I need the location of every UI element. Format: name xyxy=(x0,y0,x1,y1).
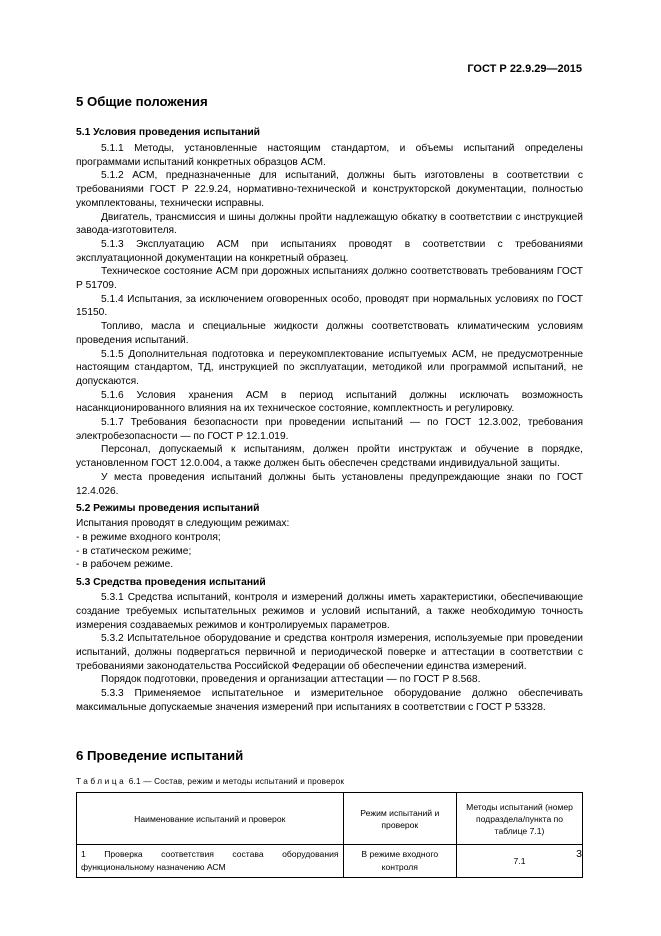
paragraph-5-1-4: 5.1.4 Испытания, за исключением оговоренных особо, проводят при нормальных условиях по ГОСТ 15150. xyxy=(76,293,583,319)
table-caption-label: Таблица xyxy=(76,777,127,787)
table-caption xyxy=(76,777,583,786)
list-item: - в статическом режиме; xyxy=(76,545,192,557)
tests-table xyxy=(76,792,583,878)
paragraph-5-3-1: 5.3.1 Средства испытаний, контроля и измерений должны иметь характеристики, обеспечивающие создание требуемых испытательных режимов и условий испытаний, а также необходимую точность измерения создаваемых режимов и контролируемых параметров. xyxy=(76,592,583,631)
table-cell-name: 1 Проверка соответствия состава оборудования функциональному назначению АСМ xyxy=(77,845,344,878)
paragraph-fuel-oils: Топливо, масла и специальные жидкости должны соответствовать климатическим условиям проведения испытаний. xyxy=(76,321,583,346)
list-item: - в рабочем режиме. xyxy=(76,559,174,571)
paragraph-engine-breakin: Двигатель, трансмиссия и шины должны пройти надлежащую обкатку в соответствии с инструкцией завода-изготовителя. xyxy=(76,211,583,237)
list-item: - в режиме входного контроля; xyxy=(76,531,221,543)
subsection-5-3-heading: 5.3 Средства проведения испытаний xyxy=(76,577,266,589)
table-header-row xyxy=(77,793,583,845)
subsection-5-1-heading: 5.1 Условия проведения испытаний xyxy=(76,127,261,138)
column-header-mode: Режим испытаний и проверок xyxy=(343,793,457,845)
table-cell-method: 7.1 xyxy=(457,845,583,878)
test-modes-intro: Испытания проводят в следующим режимах: xyxy=(76,518,290,530)
paragraph-5-1-3: 5.1.3 Эксплуатацию АСМ при испытаниях проводят в соответствии с требованиями эксплуатационной документации на конкретный образец. xyxy=(76,238,583,264)
paragraph-5-1-2: 5.1.2 АСМ, предназначенные для испытаний, должны быть изготовлены в соответствии с требованиями ГОСТ Р 22.9.24, нормативно-технической и конструкторской документации, полностью укомплектованы, технически исправны. xyxy=(76,170,583,209)
paragraph-5-3-3: 5.3.3 Применяемое испытательное и измерительное оборудование должно обеспечивать максимальные допускаемые значения измерений при испытаниях в соответствии с ГОСТ Р 53328. xyxy=(76,688,583,713)
section-6-heading: 6 Проведение испытаний xyxy=(76,748,244,764)
paragraph-5-1-7: 5.1.7 Требования безопасности при проведении испытаний — по ГОСТ 12.3.002, требования электробезопасности — по ГОСТ Р 12.1.019. xyxy=(76,417,583,442)
paragraph-5-1-5: 5.1.5 Дополнительная подготовка и переукомплектование испытуемых АСМ, не предусмотренные настоящим стандартом, ТД, инструкцией по эксплуатации, методикой или программой испытаний, не допускаются. xyxy=(76,348,583,387)
paragraph-5-1-6: 5.1.6 Условия хранения АСМ в период испытаний должны исключать возможность насанкционированного влияния на их техническое состояние, комплектность и регулировку. xyxy=(76,389,583,415)
paragraph-warning-signs: У места проведения испытаний должны быть установлены предупреждающие знаки по ГОСТ 12.4.026. xyxy=(76,471,583,497)
page-number: 3 xyxy=(576,848,582,860)
column-header-name: Наименование испытаний и проверок xyxy=(77,793,344,845)
paragraph-5-3-2: 5.3.2 Испытательное оборудование и средства контроля измерения, используемые при проведении испытаний, должны подвергаться первичной и периодической поверке и аттестации в соответствии с требованиями законодательства Российской Федерации об обеспечении единства измерений. xyxy=(76,633,583,672)
test-modes-list xyxy=(76,517,583,572)
paragraph-personnel: Персонал, допускаемый к испытаниям, должен пройти инструктаж и обучение в порядке, установленном ГОСТ 12.0.004, а также должен быть обеспечен средствами индивидуальной защиты. xyxy=(76,444,583,470)
page-content xyxy=(76,94,583,878)
table-caption-text: 6.1 — Состав, режим и методы испытаний и проверок xyxy=(128,777,345,787)
section-5-heading: 5 Общие положения xyxy=(76,94,208,109)
table-cell-mode: В режиме входного контроля xyxy=(343,845,457,878)
subsection-5-2-heading: 5.2 Режимы проведения испытаний xyxy=(76,503,260,515)
column-header-methods: Методы испытаний (номер подраздела/пункта по таблице 7.1) xyxy=(457,793,583,845)
table-row xyxy=(77,845,583,878)
paragraph-technical-state: Техническое состояние АСМ при дорожных испытаниях должно соответствовать требованиям ГОСТ Р 51709. xyxy=(76,266,583,292)
document-id: ГОСТ Р 22.9.29—2015 xyxy=(467,63,582,75)
paragraph-attestation: Порядок подготовки, проведения и организации аттестации — по ГОСТ Р 8.568. xyxy=(101,674,481,686)
paragraph-5-1-1: 5.1.1 Методы, установленные настоящим стандартом, и объемы испытаний определены программами испытаний конкретных образцов АСМ. xyxy=(76,143,583,168)
